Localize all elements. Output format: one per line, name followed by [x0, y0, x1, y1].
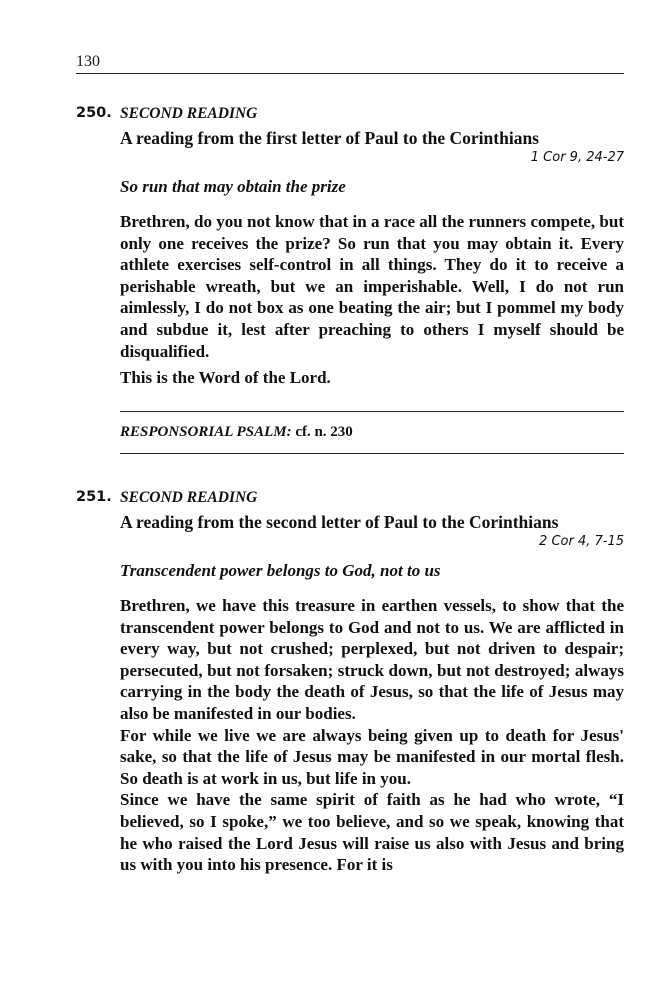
reading-heading [76, 489, 624, 511]
reading-paragraph: For while we live we are always being given up to death for Jesus' sake, so that the life of Jesus may be manifested in our mortal flesh. So death is at work in us, but life in you. [120, 725, 624, 788]
reading-content [120, 511, 624, 876]
reading-paragraph: Since we have the same spirit of faith as he had who wrote, “I believed, so I spoke,” we too believe, and so we speak, knowing that he who raised the Lord Jesus will raise us also with Jesus and bring us with you into his presence. For it is [120, 790, 624, 875]
scripture-citation: 2 Cor 4, 7-15 [539, 534, 624, 549]
reading-number: 250. [76, 105, 112, 121]
reading-text [120, 211, 624, 362]
responsorial-psalm [120, 411, 624, 454]
reading-content [120, 127, 624, 389]
scripture-citation: 1 Cor 9, 24-27 [530, 150, 624, 165]
reading-paragraph: Brethren, we have this treasure in earthen vessels, to show that the transcendent power belongs to God and not to us. We are afflicted in every way, but not crushed; perplexed, but not driven to despair; persecuted, but not forsaken; struck down, but not destroyed; always carrying in the body the death of Jesus, so that the life of Jesus may also be manifested in our bodies. [120, 596, 624, 723]
reading-251 [76, 489, 624, 876]
psalm-line [120, 424, 353, 441]
reading-number: 251. [76, 489, 112, 505]
reading-250 [76, 105, 624, 389]
reading-intro: A reading from the second letter of Paul to the Corinthians [120, 512, 559, 532]
reading-heading [76, 105, 624, 127]
reading-text [120, 595, 624, 876]
reading-label: SECOND READING [120, 105, 258, 122]
reading-summary: So run that may obtain the prize [120, 177, 346, 196]
header-rule [76, 73, 624, 74]
psalm-label: RESPONSORIAL PSALM: [120, 424, 292, 440]
reading-label: SECOND READING [120, 489, 258, 506]
reading-summary: Transcendent power belongs to God, not to us [120, 561, 441, 580]
reading-intro: A reading from the first letter of Paul to the Corinthians [120, 128, 539, 148]
psalm-reference: cf. n. 230 [295, 424, 353, 440]
reading-conclusion: This is the Word of the Lord. [120, 368, 331, 388]
page-number: 130 [76, 53, 100, 70]
reading-paragraph: Brethren, do you not know that in a race all the runners compete, but only one receives the prize? So run that you may obtain it. Every athlete exercises self-control in all things. They do it to receive a perishable wreath, but we an imperishable. Well, I do not run aimlessly, I do not box as one beating the air; but I pommel my body and subdue it, lest after preaching to others I myself should be disqualified. [120, 212, 624, 361]
